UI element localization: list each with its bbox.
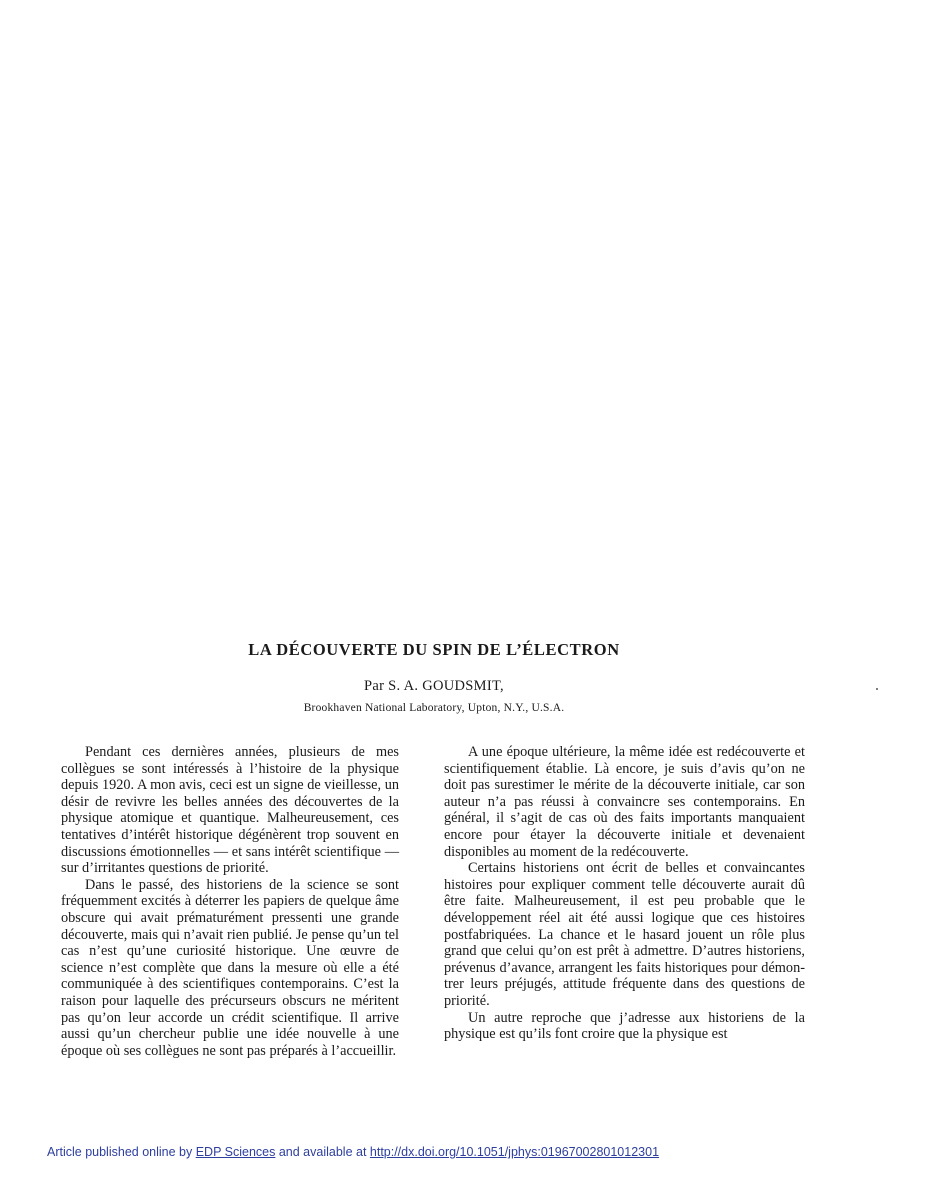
scan-speck — [876, 688, 878, 690]
paragraph: Un autre reproche que j’adresse aux historiens de la physique est qu’ils font croire que la physique est — [444, 1009, 805, 1043]
right-column — [444, 744, 805, 1043]
article-author: Par S. A. GOUDSMIT, — [364, 678, 504, 694]
article-title: LA DÉCOUVERTE DU SPIN DE L’ÉLECTRON — [248, 640, 620, 659]
publisher-link[interactable]: EDP Sciences — [195, 1145, 276, 1159]
author-affiliation: Brookhaven National Laboratory, Upton, N.Y., U.S.A. — [303, 702, 565, 714]
paragraph: Pendant ces dernières années, plusieurs de mes collègues se sont intéressés à l’histoire de la physique depuis 1920. A mon avis, ceci est un signe de vieillesse, un désir de revivre les belles années des découvertes de la physique atomique et quantique. Malheureusement, ces tentatives d’intérêt historique dégénèrent trop souvent en discussions émotionnelles — et sans intérêt scientifique — sur d’irritantes questions de priorité. — [61, 744, 399, 877]
doi-link[interactable]: http://dx.doi.org/10.1051/jphys:01967002801012301 — [369, 1145, 660, 1159]
publication-footer — [47, 1145, 659, 1159]
paragraph: A une époque ultérieure, la même idée est redécouverte et scientifiquement établie. Là encore, je suis d’avis qu’on ne doit pas surestimer le mérite de la découverte initiale, car son auteur n’a pas réussi à convaincre ses contemporains. En général, il s’agit de cas où des faits importants manquaient encore pour étayer la découverte initiale et devenaient disponibles au moment de la redécouverte. — [444, 744, 805, 860]
footer-prefix-text: Article published online by — [47, 1145, 196, 1159]
paragraph: Certains historiens ont écrit de belles et convaincantes histoires pour expliquer comment telle découverte aurait dû être faite. Malheureusement, il est peu probable que le développement réel ait été aussi logique que ces histoires postfabriquées. La chance et le hasard jouent un rôle plus grand que celui qu’on est prêt à admettre. D’autres historiens, prévenus d’avance, arrangent les faits historiques pour démontrer leurs préjugés, attitude fréquente dans des questions de priorité. — [444, 860, 805, 1009]
paragraph: Dans le passé, des historiens de la science se sont fréquemment excités à déterrer les papiers de quelque âme obscure qui avait prématurément pressenti une grande découverte, mais qui n’avait rien publié. Je pense qu’un tel cas n’est qu’une curiosité historique. Une œuvre de science n’est complète que dans la mesure où elle a été communiquée à des scientifiques contemporains. C’est la raison pour laquelle des précurseurs obscurs ne méritent pas qu’on leur accorde un crédit scientifique. Il arrive aussi qu’un chercheur publie une idée nouvelle à une époque où ses collègues ne sont pas préparés à l’accueillir. — [61, 876, 399, 1059]
left-column — [61, 744, 399, 1059]
footer-middle-text: and available at — [275, 1145, 370, 1159]
